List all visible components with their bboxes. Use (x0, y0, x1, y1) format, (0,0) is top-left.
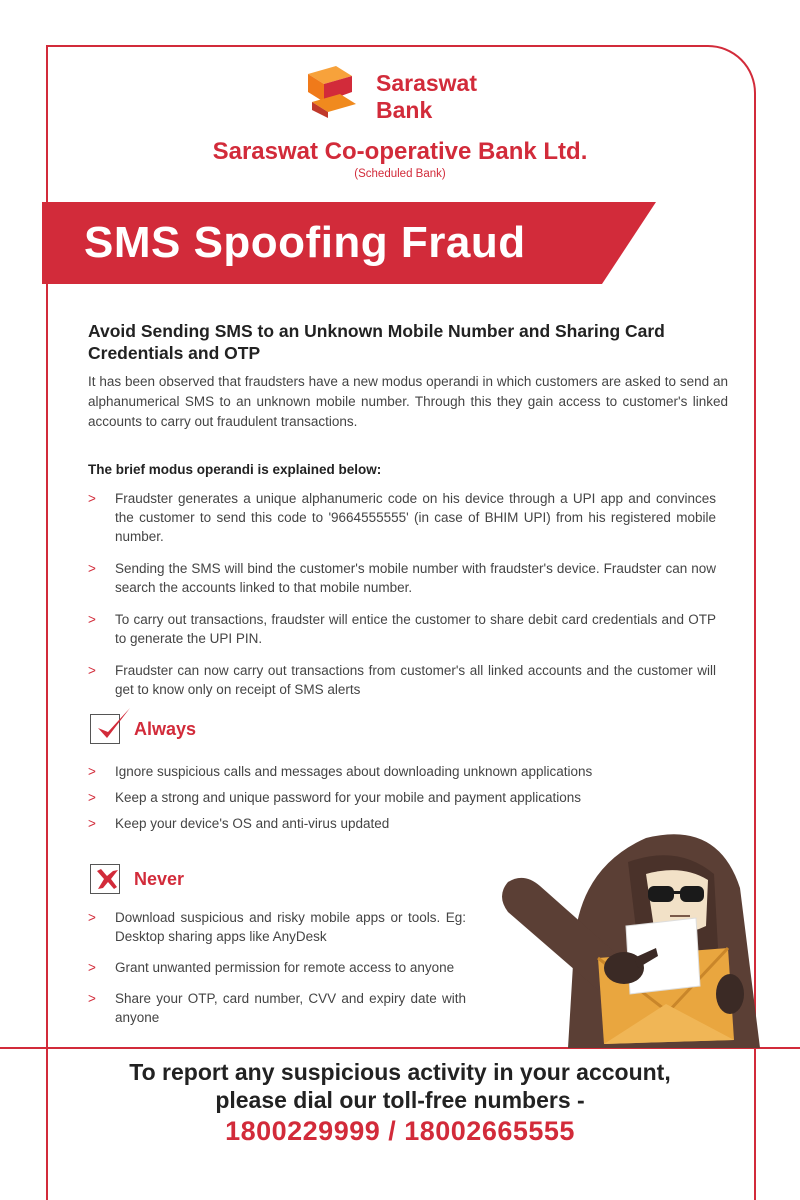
list-item-text: Keep a strong and unique password for your mobile and payment applications (115, 790, 582, 805)
list-item-text: Grant unwanted permission for remote access to anyone (115, 960, 455, 975)
intro-body: It has been observed that fraudsters have a new modus operandi in which customers are asked to send an alphanumerical SMS to an unknown mobile number. Through this they gain access to customer's linked accounts to carry out fraudulent transactions. (88, 374, 728, 429)
bullet-icon: > (88, 910, 96, 925)
bullet-icon: > (88, 663, 96, 678)
list-item-text: Fraudster generates a unique alphanumeric code on his device through a UPI app and convinces the customer to send this code to '9664555555' (in case of BHIM UPI) from his registered mobile number. (115, 491, 716, 544)
list-item (88, 762, 688, 781)
always-title: Always (134, 719, 197, 739)
intro-heading: Avoid Sending SMS to an Unknown Mobile Number and Sharing Card Credentials and OTP (88, 321, 665, 363)
modus-list (88, 489, 716, 712)
list-item-text: Keep your device's OS and anti-virus updated (115, 816, 390, 831)
never-title: Never (134, 869, 185, 889)
bank-subtitle: (Scheduled Bank) (354, 168, 446, 180)
never-list (88, 908, 466, 1039)
bullet-icon: > (88, 991, 96, 1006)
brand-name (376, 70, 477, 124)
footer-line1: To report any suspicious activity in your account, (129, 1059, 671, 1085)
list-item (88, 661, 716, 699)
brand-line1: Saraswat (376, 70, 478, 96)
saraswat-logo-icon (302, 62, 362, 122)
modus-heading: The brief modus operandi is explained below: (88, 462, 382, 477)
brand-line2: Bank (376, 97, 433, 123)
list-item-text: Fraudster can now carry out transactions from customer's all linked accounts and the customer will get to know only on receipt of SMS alerts (115, 663, 716, 697)
bank-full-name: Saraswat Co-operative Bank Ltd. (212, 138, 588, 165)
list-item (88, 489, 716, 546)
list-item-text: Ignore suspicious calls and messages about downloading unknown applications (115, 764, 593, 779)
list-item (88, 989, 466, 1027)
hacker-illustration (478, 808, 778, 1048)
list-item (88, 958, 466, 977)
list-item-text: To carry out transactions, fraudster will entice the customer to share debit card credentials and OTP to generate the UPI PIN. (115, 612, 716, 646)
list-item-text: Sending the SMS will bind the customer's mobile number with fraudster's device. Fraudster can now search the accounts linked to that mobile number. (115, 561, 716, 595)
bullet-icon: > (88, 491, 96, 506)
page-title: SMS Spoofing Fraud (84, 218, 526, 267)
list-item-text: Download suspicious and risky mobile apps or tools. Eg: Desktop sharing apps like AnyDesk (115, 910, 466, 944)
list-item (88, 788, 688, 807)
bullet-icon: > (88, 960, 96, 975)
footer-line2: please dial our toll-free numbers - (215, 1087, 585, 1113)
bullet-icon: > (88, 612, 96, 627)
cross-icon (94, 866, 120, 892)
list-item-text: Share your OTP, card number, CVV and expiry date with anyone (115, 991, 466, 1025)
bullet-icon: > (88, 790, 96, 805)
checkmark-icon (92, 704, 134, 746)
toll-free-numbers: 1800229999 / 18002665555 (225, 1116, 575, 1146)
list-item (88, 610, 716, 648)
list-item (88, 559, 716, 597)
list-item (88, 908, 466, 946)
bullet-icon: > (88, 561, 96, 576)
bullet-icon: > (88, 764, 96, 779)
bullet-icon: > (88, 816, 96, 831)
